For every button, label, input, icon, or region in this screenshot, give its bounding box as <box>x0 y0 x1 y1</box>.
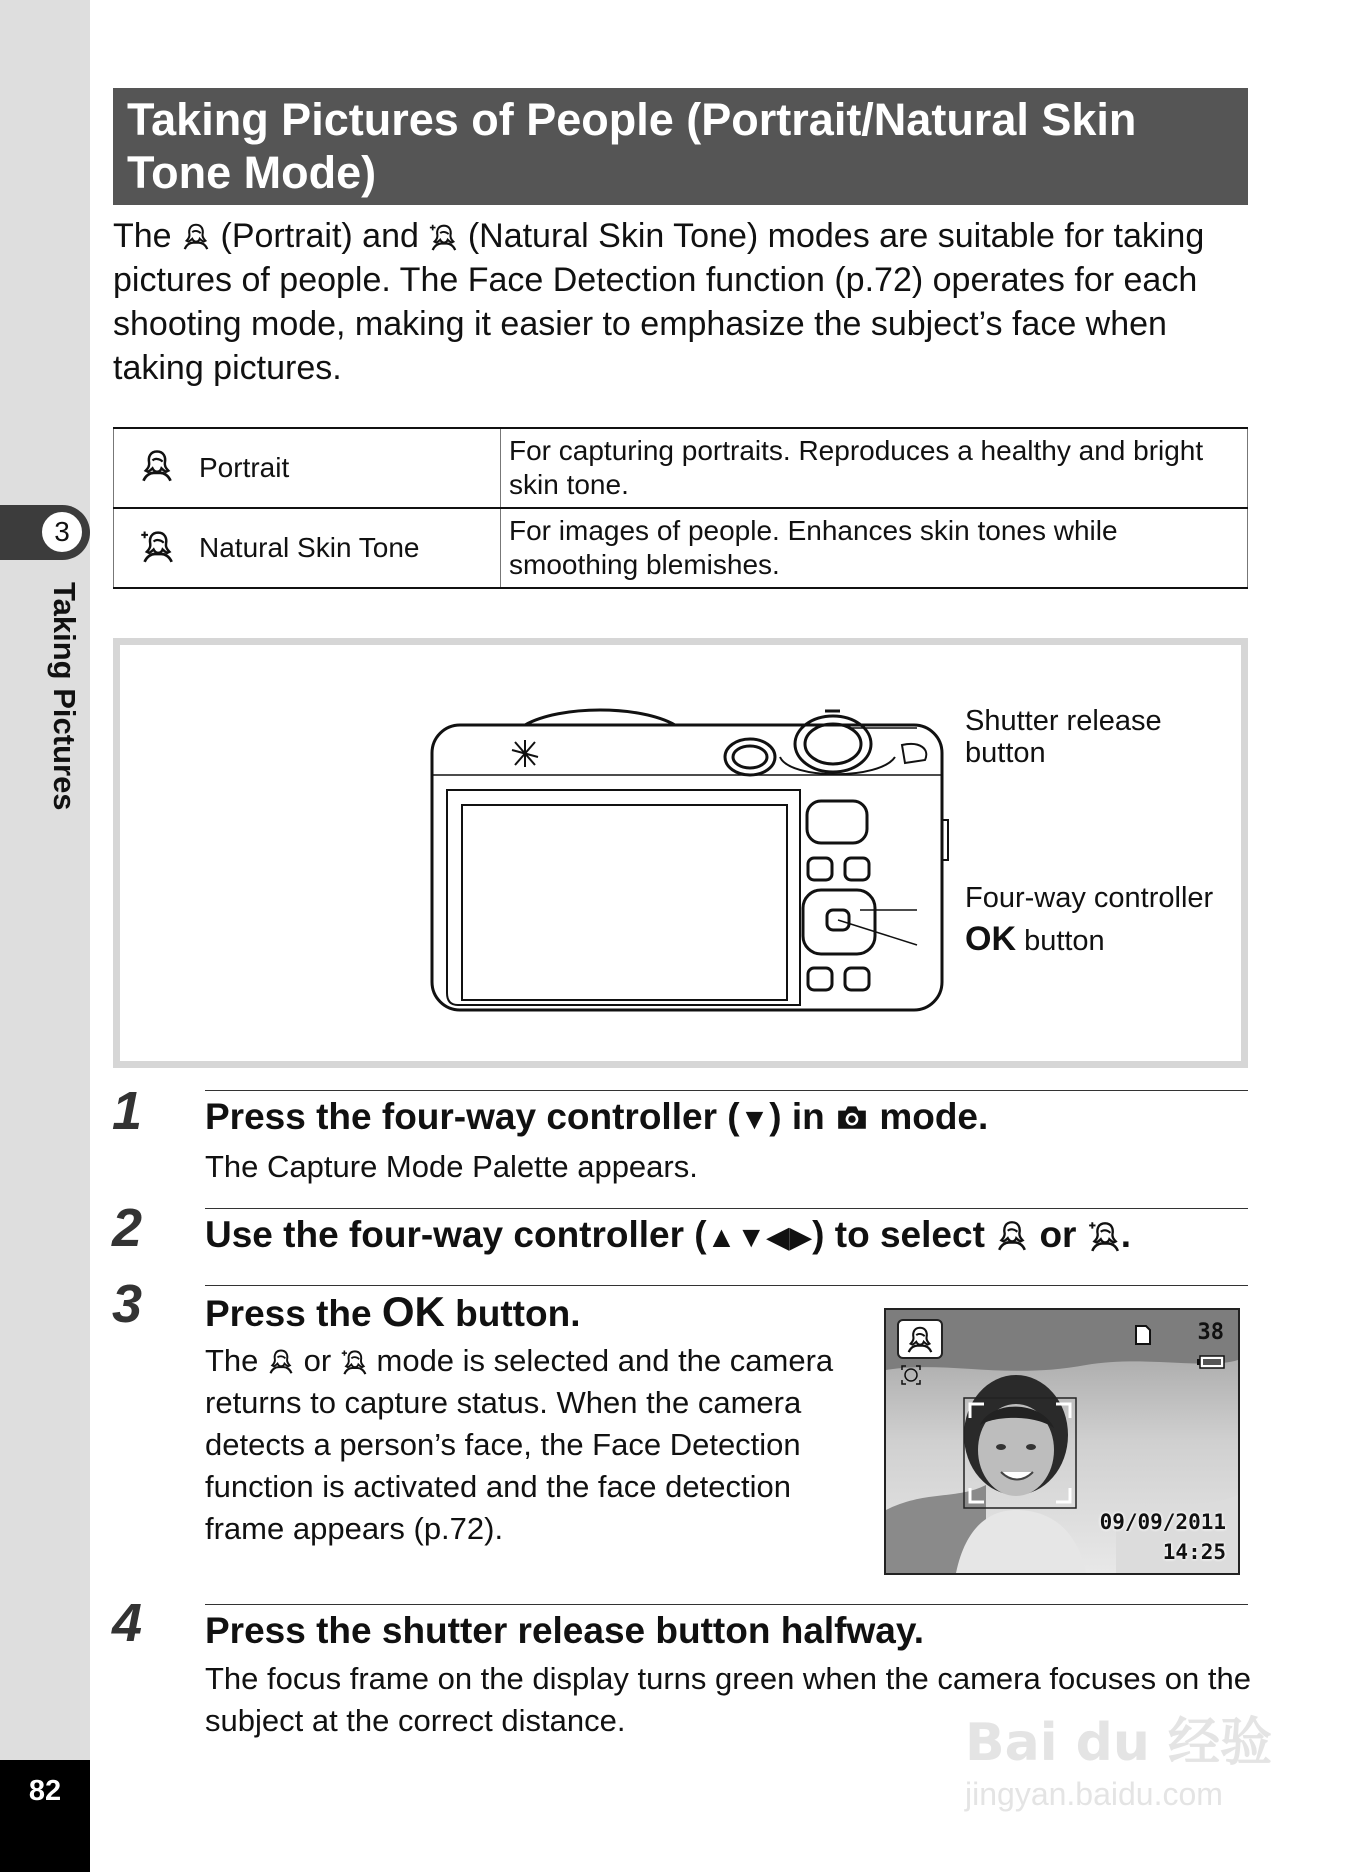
shots-remaining: 38 <box>1197 1320 1224 1345</box>
step-3-number: 3 <box>112 1274 143 1334</box>
mode-name: Natural Skin Tone <box>199 508 501 588</box>
natural-skin-tone-icon <box>340 1347 368 1375</box>
memory-card-icon <box>1134 1324 1152 1346</box>
ok-button-callout: OK button <box>965 920 1105 958</box>
intro-paragraph <box>113 214 1258 390</box>
portrait-icon <box>267 1347 295 1375</box>
mode-name: Portrait <box>199 428 501 508</box>
step-3-rule <box>205 1285 1248 1286</box>
chapter-title: Taking Pictures <box>47 582 82 811</box>
four-way-controller-callout: Four-way controller <box>965 882 1214 914</box>
step-2-rule <box>205 1208 1248 1209</box>
step-4-body: The focus frame on the display turns green when the camera focuses on the subject at the correct distance. <box>205 1661 1251 1738</box>
modes-table <box>113 427 1248 589</box>
step-4-number: 4 <box>112 1593 143 1653</box>
step-1-heading: Press the four-way controller (▼) in mode. <box>205 1096 989 1137</box>
watermark-logo: Bai du 经验 <box>965 1713 1272 1773</box>
mode-description: For capturing portraits. Reproduces a healthy and bright skin tone. <box>501 428 1248 508</box>
step-1-body: The Capture Mode Palette appears. <box>205 1149 698 1184</box>
step-3-heading: Press the OK button. <box>205 1288 581 1335</box>
table-row <box>114 508 1248 588</box>
step-2-heading: Use the four-way controller (▲▼◀▶) to select or . <box>205 1214 1132 1255</box>
table-row <box>114 428 1248 508</box>
step-4-heading: Press the shutter release button halfway. <box>205 1610 924 1651</box>
natural-skin-tone-icon <box>428 221 458 251</box>
portrait-icon <box>995 1218 1029 1252</box>
step-1-rule <box>205 1090 1248 1091</box>
step-4-rule <box>205 1604 1248 1605</box>
natural-skin-tone-icon <box>1087 1218 1121 1252</box>
natural-skin-tone-icon <box>139 527 175 563</box>
portrait-icon <box>139 447 175 483</box>
intro-text-3: (Natural Skin Tone) modes are suitable for taking pictures of people. The Face Detection function (p.72) operates for each shooting mode, making it easier to emphasize the subject’s face when taking pictures. <box>113 217 1205 387</box>
lcd-date: 09/09/2011 <box>1099 1510 1226 1534</box>
chapter-number: 3 <box>40 510 84 554</box>
portrait-icon <box>181 221 211 251</box>
face-detection-icon <box>900 1364 922 1386</box>
camera-figure <box>113 638 1248 1068</box>
step-1-number: 1 <box>112 1081 143 1141</box>
battery-icon <box>1196 1354 1226 1370</box>
intro-text-1: The <box>113 217 172 255</box>
sidebar-strip <box>0 0 90 1872</box>
shutter-release-callout: Shutter release button <box>965 705 1162 769</box>
page-title: Taking Pictures of People (Portrait/Natural Skin Tone Mode) <box>113 88 1248 205</box>
camera-mode-icon <box>835 1102 869 1132</box>
intro-text-2: (Portrait) and <box>220 217 419 255</box>
mode-description: For images of people. Enhances skin tones while smoothing blemishes. <box>501 508 1248 588</box>
camera-lcd-preview <box>884 1308 1240 1575</box>
lcd-time: 14:25 <box>1162 1540 1226 1564</box>
step-3-body: The or mode is selected and the camera returns to capture status. When the camera detects a person’s face, the Face Detection function is activated and the face detection frame appears (p.72). <box>205 1343 834 1546</box>
step-2-number: 2 <box>112 1198 143 1258</box>
watermark-url: jingyan.baidu.com <box>965 1776 1223 1812</box>
portrait-icon <box>903 1324 937 1354</box>
page-number: 82 <box>28 1775 62 1807</box>
